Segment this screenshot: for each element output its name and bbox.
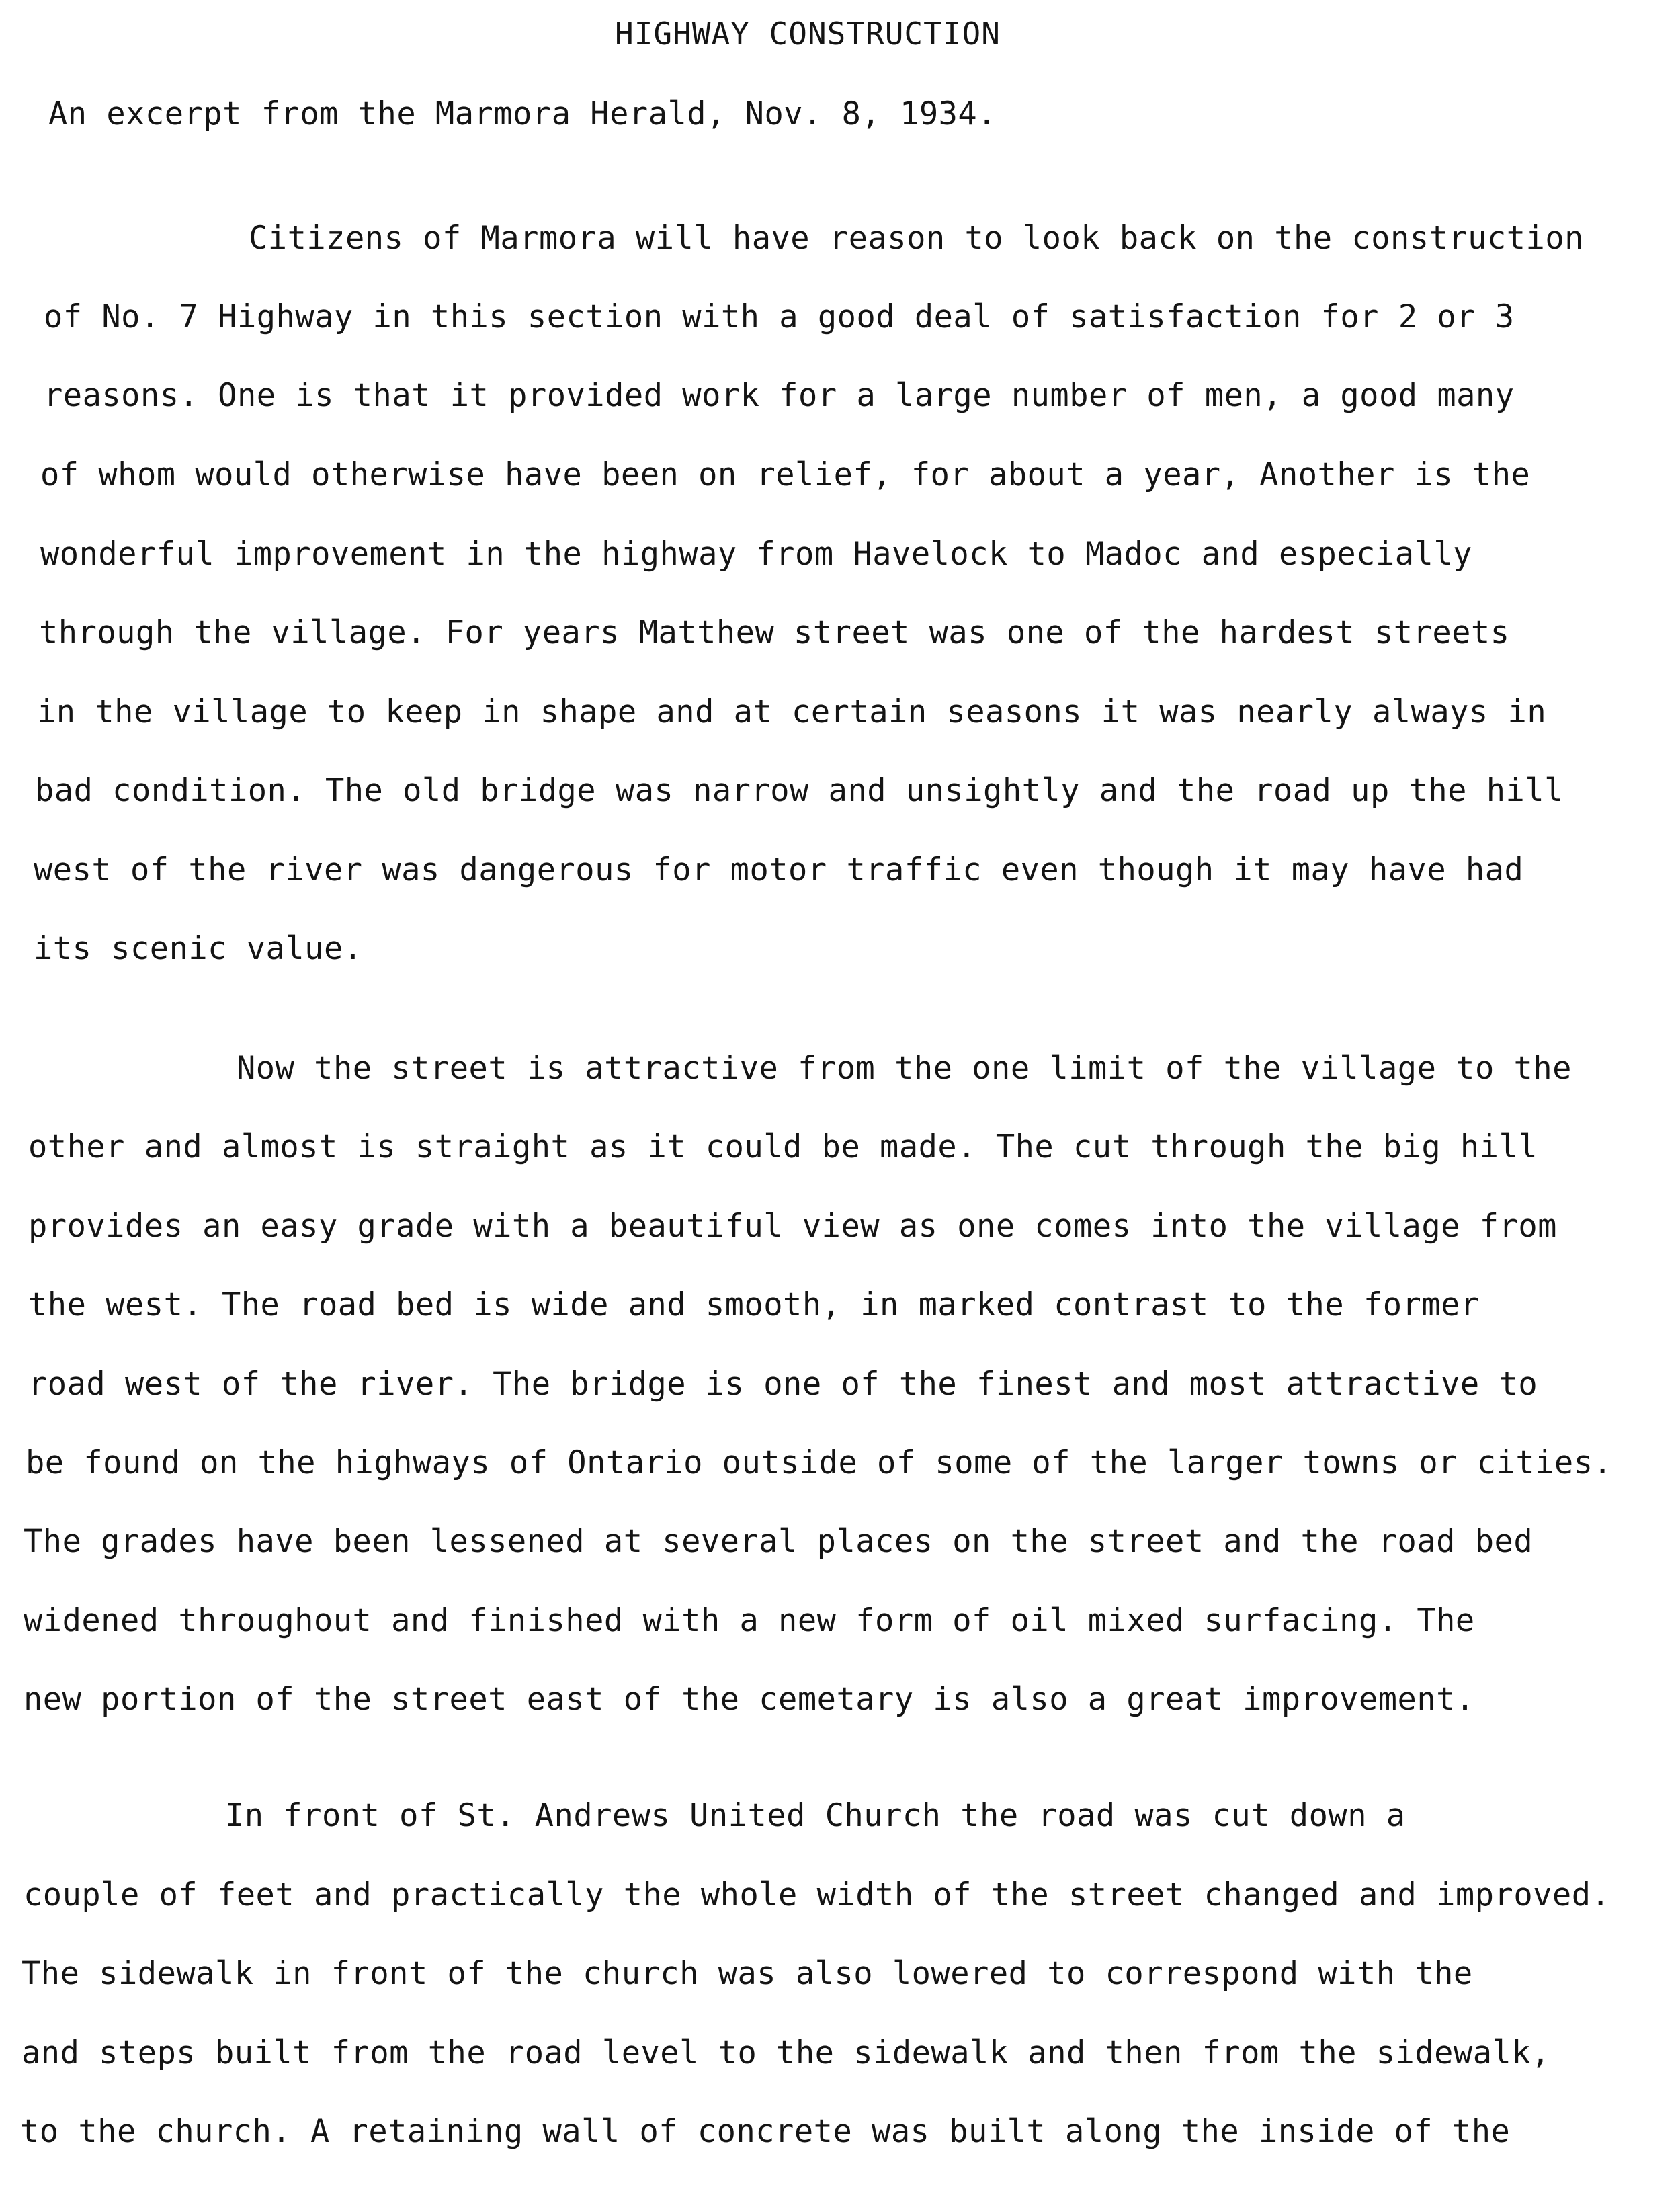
paragraph-line: The sidewalk in front of the church was also lowered to correspond with the: [22, 1955, 1473, 1992]
paragraph-line: reasons. One is that it provided work for a large number of men, a good many: [44, 377, 1515, 414]
paragraph-line: In front of St. Andrews United Church the road was cut down a: [225, 1797, 1406, 1834]
paragraph-line: be found on the highways of Ontario outside of some of the larger towns or cities.: [26, 1444, 1613, 1481]
paragraph-line: new portion of the street east of the cemetary is also a great improvement.: [24, 1681, 1475, 1718]
paragraph-line: provides an easy grade with a beautiful view as one comes into the village from: [28, 1208, 1557, 1245]
paragraph-line: of whom would otherwise have been on relief, for about a year, Another is the: [40, 456, 1531, 493]
paragraph-line: Citizens of Marmora will have reason to look back on the construction: [249, 220, 1584, 257]
paragraph-line: widened throughout and finished with a new form of oil mixed surfacing. The: [24, 1602, 1475, 1639]
paragraph-line: to the church. A retaining wall of concrete was built along the inside of the: [20, 2113, 1511, 2150]
paragraph-line: couple of feet and practically the whole width of the street changed and improved.: [24, 1876, 1611, 1913]
paragraph-line: in the village to keep in shape and at certain seasons it was nearly always in: [37, 694, 1547, 731]
paragraph-line: wonderful improvement in the highway from Havelock to Madoc and especially: [40, 536, 1472, 573]
paragraph-line: road west of the river. The bridge is one of the finest and most attractive to: [28, 1366, 1538, 1403]
document-title: HIGHWAY CONSTRUCTION: [615, 15, 1001, 52]
document-subtitle: An excerpt from the Marmora Herald, Nov. 8, 1934.: [48, 95, 997, 132]
paragraph-line: of No. 7 Highway in this section with a good deal of satisfaction for 2 or 3: [44, 298, 1515, 335]
paragraph-line: The grades have been lessened at several places on the street and the road bed: [24, 1523, 1534, 1560]
paragraph-line: other and almost is straight as it could be made. The cut through the big hill: [28, 1128, 1538, 1165]
paragraph-line: its scenic value.: [34, 930, 363, 967]
paragraph-line: and steps built from the road level to the sidewalk and then from the sidewalk,: [22, 2034, 1550, 2071]
paragraph-line: west of the river was dangerous for motor traffic even though it may have had: [34, 852, 1524, 888]
paragraph-line: Now the street is attractive from the one limit of the village to the: [237, 1050, 1572, 1087]
paragraph-line: through the village. For years Matthew street was one of the hardest streets: [39, 614, 1510, 651]
paragraph-line: bad condition. The old bridge was narrow and unsightly and the road up the hill: [35, 772, 1564, 809]
paragraph-line: the west. The road bed is wide and smooth, in marked contrast to the former: [28, 1286, 1480, 1323]
